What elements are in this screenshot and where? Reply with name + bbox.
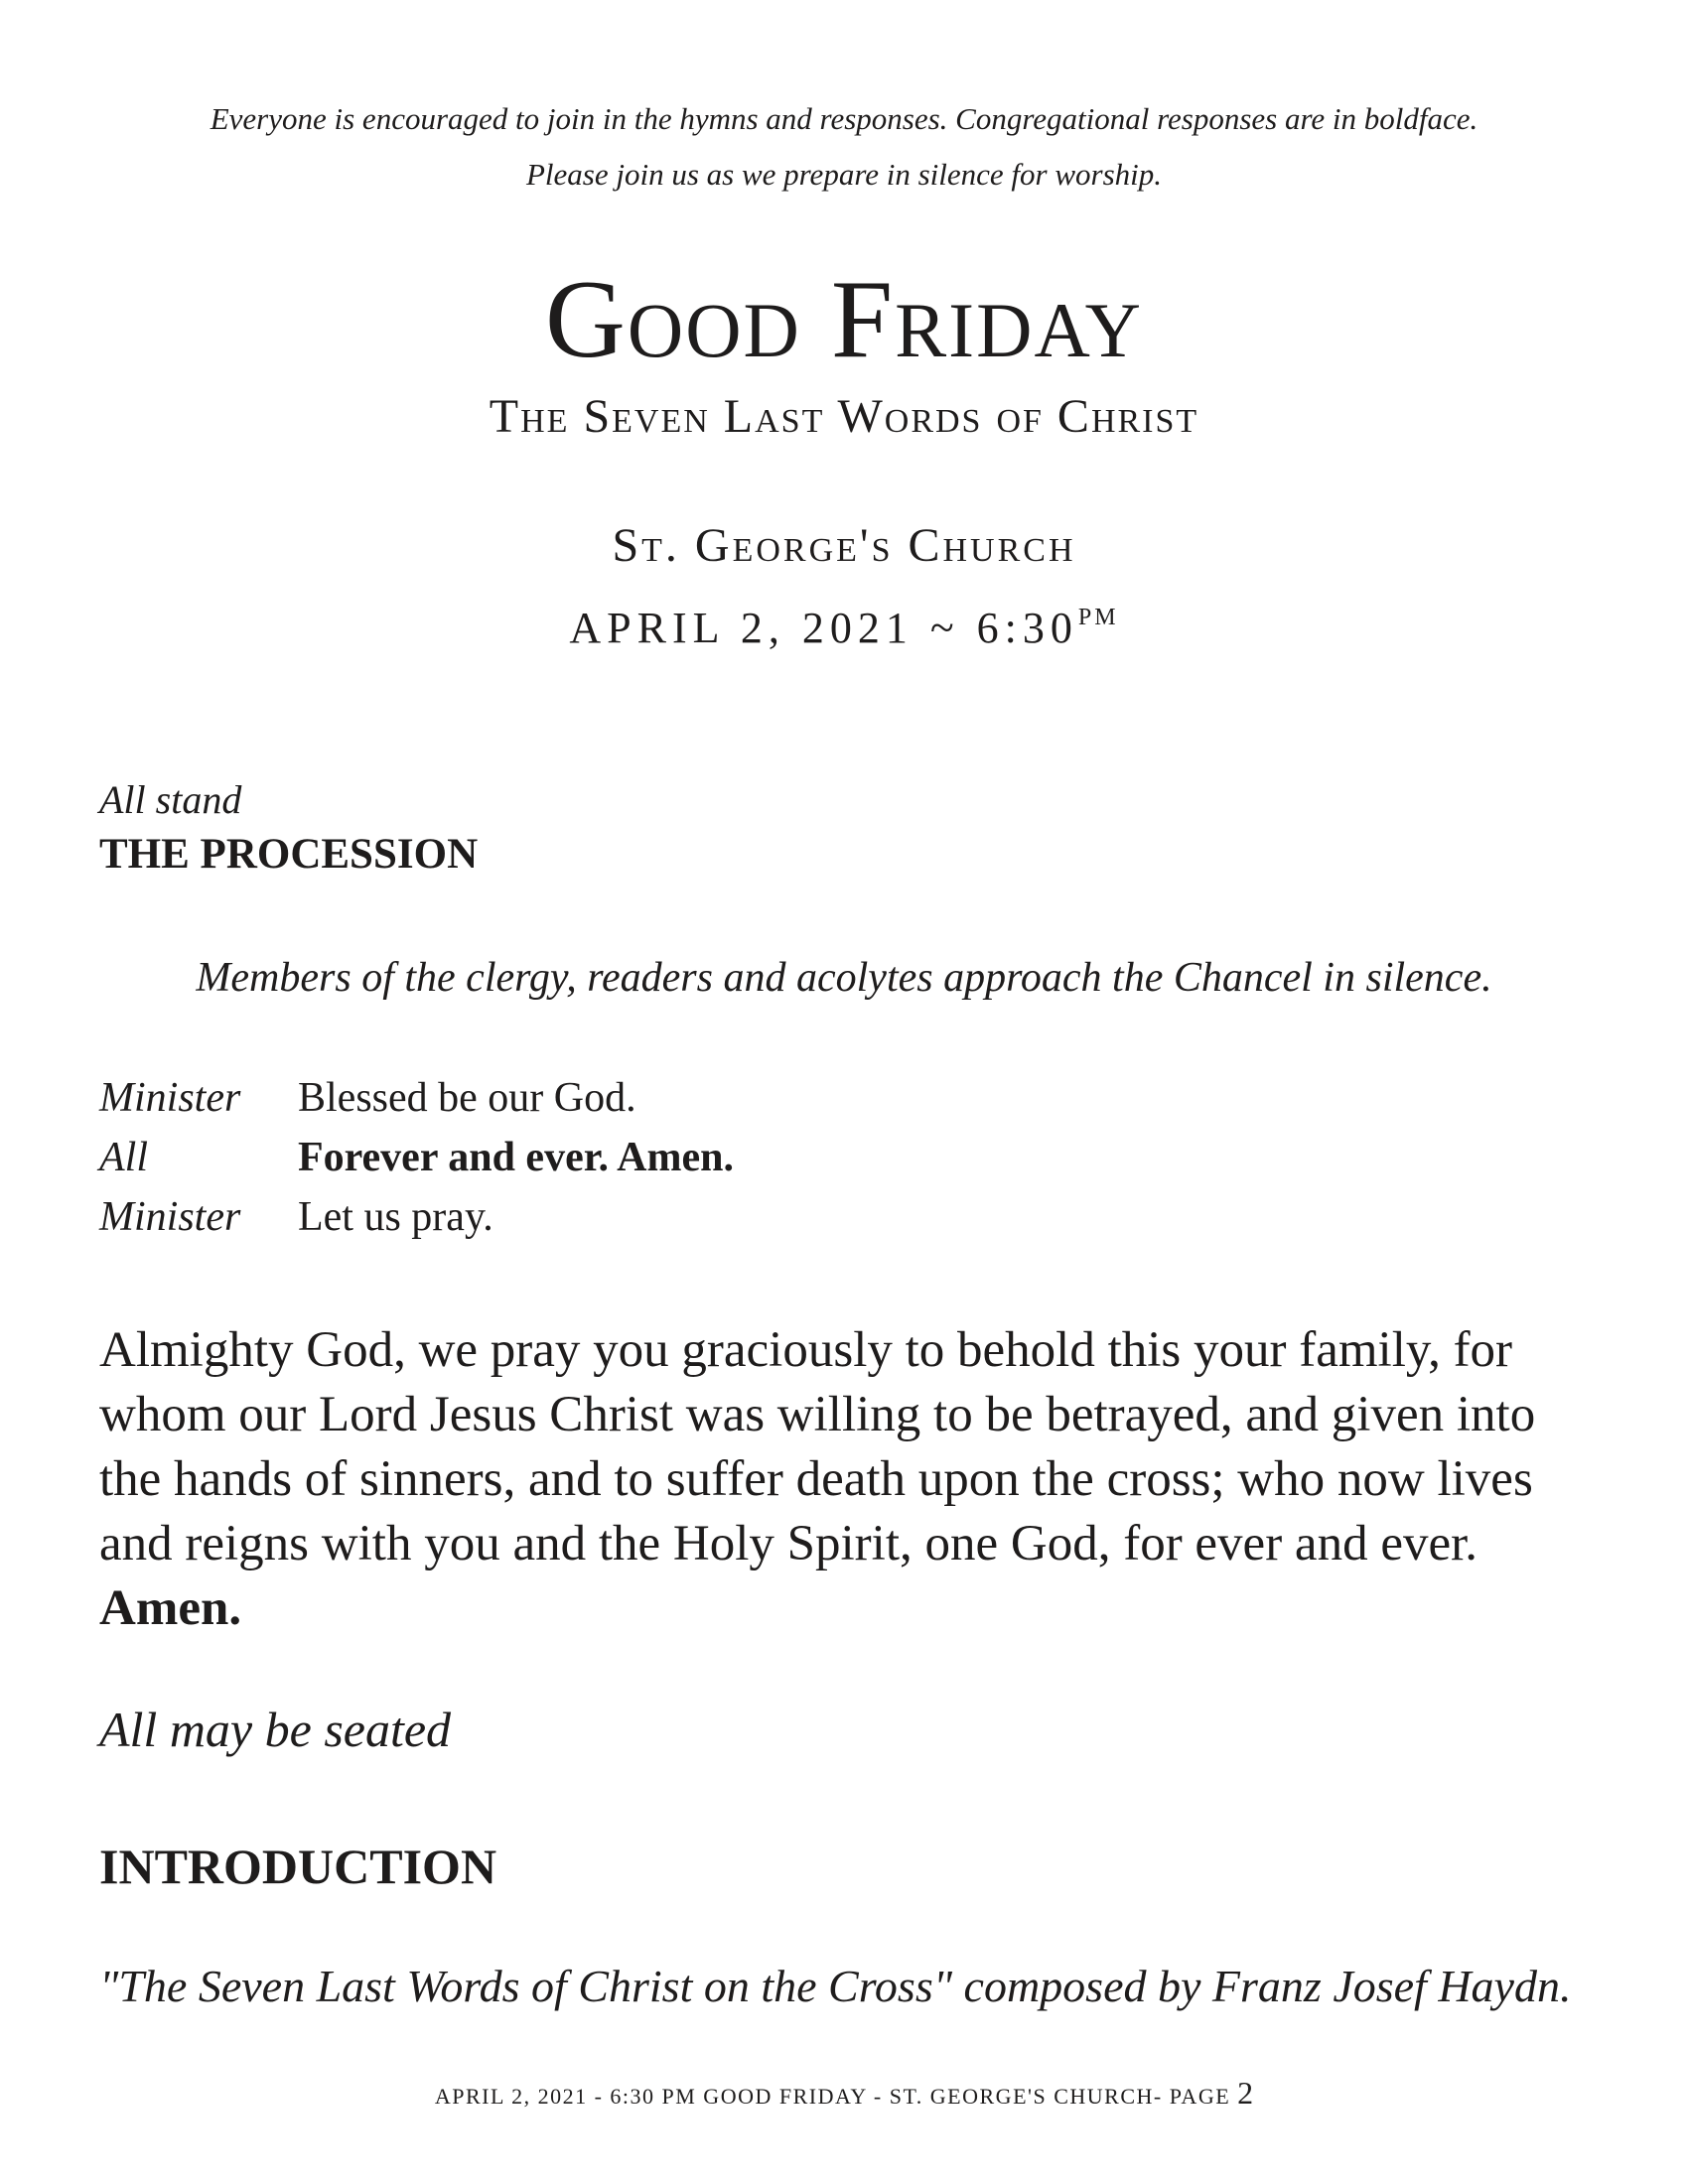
page-number: 2 bbox=[1237, 2075, 1254, 2111]
header-note-line-2: Please join us as we prepare in silence for worship. bbox=[525, 157, 1163, 192]
service-time-suffix: PM bbox=[1077, 605, 1119, 630]
dialogue-row bbox=[99, 1068, 734, 1128]
seated-rubric: All may be seated bbox=[99, 1702, 452, 1757]
page-footer bbox=[0, 2073, 1688, 2116]
dialogue bbox=[99, 1068, 734, 1247]
procession-instruction: Members of the clergy, readers and acolytes approach the Chancel in silence. bbox=[196, 955, 1492, 1001]
introduction-note: "The Seven Last Words of Christ on the Cross" composed by Franz Josef Haydn. bbox=[99, 1961, 1572, 2011]
dialogue-role: All bbox=[99, 1135, 148, 1180]
header-note-line-1: Everyone is encouraged to join in the hymns and responses. Congregational responses are in boldface. bbox=[210, 101, 1478, 136]
dialogue-role: Minister bbox=[99, 1194, 241, 1240]
dialogue-row bbox=[99, 1128, 734, 1187]
stand-rubric: All stand bbox=[99, 777, 242, 822]
header-note bbox=[0, 91, 1688, 203]
footer-text: APRIL 2, 2021 - 6:30 PM GOOD FRIDAY - ST. GEORGE'S CHURCH- PAGE bbox=[434, 2084, 1231, 2109]
procession-heading: THE PROCESSION bbox=[99, 831, 479, 878]
dialogue-role: Minister bbox=[99, 1075, 241, 1121]
page-title: Good Friday bbox=[545, 258, 1143, 381]
introduction-heading: INTRODUCTION bbox=[99, 1839, 497, 1894]
dialogue-line: Let us pray. bbox=[298, 1194, 493, 1240]
collect-prayer bbox=[99, 1318, 1609, 1641]
church-name: St. George's Church bbox=[612, 519, 1076, 572]
prayer-amen: Amen. bbox=[99, 1580, 242, 1636]
dialogue-line: Blessed be our God. bbox=[298, 1075, 636, 1121]
congregation-response: Forever and ever. Amen. bbox=[298, 1135, 734, 1180]
page-subtitle: The Seven Last Words of Christ bbox=[489, 390, 1199, 443]
dialogue-row bbox=[99, 1187, 734, 1247]
service-date-text: APRIL 2, 2021 ~ 6:30 bbox=[569, 604, 1078, 652]
service-date bbox=[0, 588, 1688, 658]
prayer-text: Almighty God, we pray you graciously to behold this your family, for whom our Lord Jesus Christ was willing to be betrayed, and given into the hands of sinners, and to suffer death upon the cross; who now lives and reigns with you and the Holy Spirit, one God, for ever and ever. bbox=[99, 1322, 1536, 1571]
